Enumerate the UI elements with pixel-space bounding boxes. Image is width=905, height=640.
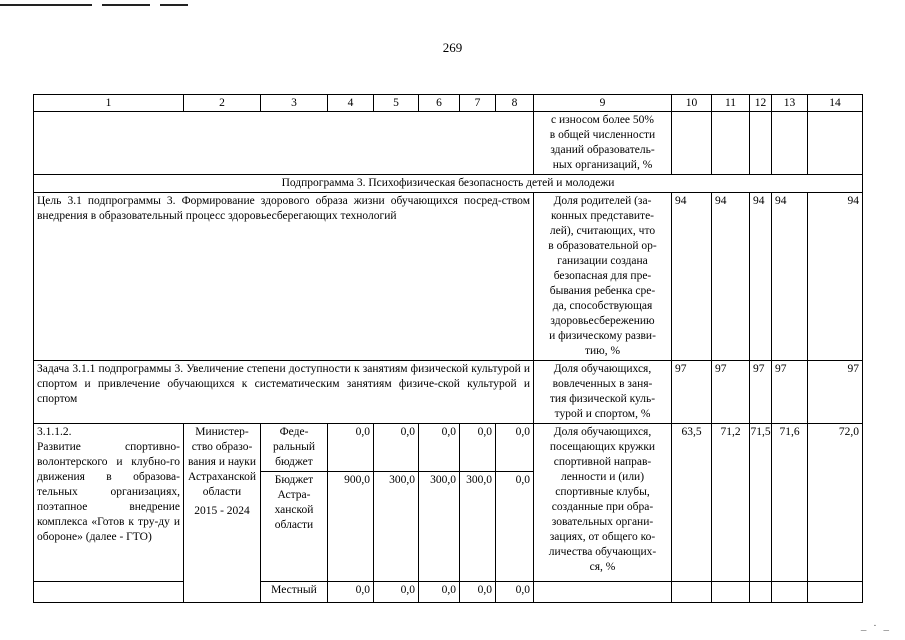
empty-cell xyxy=(672,582,712,603)
activity-executor: Министер- ство образо- вания и науки Астраханской области xyxy=(187,426,257,498)
funding-source: Бюджет Астра- ханской области xyxy=(261,472,328,582)
empty-cell xyxy=(34,112,534,175)
header-cell: 10 xyxy=(672,95,712,112)
activity-cell xyxy=(34,424,184,582)
value-cell: 94 xyxy=(808,193,863,361)
funding-value: 0,0 xyxy=(328,424,374,472)
activity-row-federal xyxy=(34,424,863,472)
empty-cell xyxy=(772,582,808,603)
header-cell: 1 xyxy=(34,95,184,112)
header-cell: 3 xyxy=(261,95,328,112)
funding-value: 0,0 xyxy=(496,472,534,582)
value-cell: 94 xyxy=(712,193,750,361)
indicator-value: 71,5 xyxy=(750,424,772,582)
value-cell: 97 xyxy=(712,361,750,424)
value-cell: 97 xyxy=(672,361,712,424)
page-number: 269 xyxy=(442,40,463,55)
scan-artifact xyxy=(102,4,150,6)
value-cell xyxy=(808,112,863,175)
goal-text: Цель 3.1 подпрограммы 3. Формирование здорового образа жизни обучающихся посред-ством внедрения в образовательный процесс здоровьесберегающих технологий xyxy=(34,193,534,361)
value-cell xyxy=(672,112,712,175)
header-row xyxy=(34,95,863,112)
scan-artifact: _ · _ xyxy=(860,620,891,632)
subprogram-row xyxy=(34,175,863,193)
empty-cell xyxy=(534,582,672,603)
funding-value: 300,0 xyxy=(460,472,496,582)
value-cell: 94 xyxy=(672,193,712,361)
funding-value: 900,0 xyxy=(328,472,374,582)
header-cell: 13 xyxy=(772,95,808,112)
value-cell: 97 xyxy=(808,361,863,424)
subprogram-title: Подпрограмма 3. Психофизическая безопасность детей и молодежи xyxy=(34,175,863,193)
header-cell: 4 xyxy=(328,95,374,112)
funding-value: 0,0 xyxy=(460,582,496,603)
funding-value: 0,0 xyxy=(419,582,460,603)
indicator-value: 71,6 xyxy=(772,424,808,582)
funding-value: 300,0 xyxy=(374,472,419,582)
funding-source: Феде- ральный бюджет xyxy=(261,424,328,472)
activity-row-local xyxy=(34,582,863,603)
activity-name: Развитие спортивно-волонтерского и клубно-го движения в образова-тельных организациях, поэтапное внедрение комплекса «Готов к тру-ду и обороне» (далее - ГТО) xyxy=(37,441,180,543)
funding-value: 0,0 xyxy=(460,424,496,472)
indicator-value: 71,2 xyxy=(712,424,750,582)
executor-cell xyxy=(184,424,261,603)
value-cell xyxy=(750,112,772,175)
header-cell: 7 xyxy=(460,95,496,112)
scan-artifact xyxy=(0,4,92,6)
funding-value: 0,0 xyxy=(496,582,534,603)
header-cell: 6 xyxy=(419,95,460,112)
program-table xyxy=(33,94,863,603)
task-row xyxy=(34,361,863,424)
funding-value: 0,0 xyxy=(328,582,374,603)
activity-indicator: Доля обучающихся, посещающих кружки спортивной направ- ленности и (или) спортивные клубы, созданные при обра- зовательных органи- зациях, от общего ко- личества обучающих- ся, % xyxy=(534,424,672,582)
funding-value: 300,0 xyxy=(419,472,460,582)
activity-period: 2015 - 2024 xyxy=(194,505,250,517)
indicator-value: 72,0 xyxy=(808,424,863,582)
indicator-value: 63,5 xyxy=(672,424,712,582)
value-cell: 94 xyxy=(750,193,772,361)
funding-value: 0,0 xyxy=(496,424,534,472)
header-cell: 5 xyxy=(374,95,419,112)
value-cell: 97 xyxy=(750,361,772,424)
header-cell: 14 xyxy=(808,95,863,112)
task-text: Задача 3.1.1 подпрограммы 3. Увеличение степени доступности к занятиям физической культурой и спортом и привлечение обучающихся к систематическим занятиям физиче-ской культурой и спортом xyxy=(34,361,534,424)
value-cell xyxy=(772,112,808,175)
scan-artifact xyxy=(160,4,188,6)
activity-code: 3.1.1.2. xyxy=(37,426,72,438)
funding-value: 0,0 xyxy=(374,424,419,472)
empty-cell xyxy=(34,582,184,603)
header-cell: 2 xyxy=(184,95,261,112)
goal-row xyxy=(34,193,863,361)
funding-value: 0,0 xyxy=(374,582,419,603)
empty-cell xyxy=(750,582,772,603)
empty-cell xyxy=(712,582,750,603)
task-indicator: Доля обучающихся, вовлеченных в заня- тия физической куль- турой и спортом, % xyxy=(534,361,672,424)
value-cell xyxy=(712,112,750,175)
header-cell: 11 xyxy=(712,95,750,112)
value-cell: 94 xyxy=(772,193,808,361)
funding-value: 0,0 xyxy=(419,424,460,472)
value-cell: 97 xyxy=(772,361,808,424)
indicator-cell: с износом более 50% в общей численности зданий образователь- ных организаций, % xyxy=(534,112,672,175)
funding-source: Местный xyxy=(261,582,328,603)
continued-row xyxy=(34,112,863,175)
header-cell: 9 xyxy=(534,95,672,112)
goal-indicator: Доля родителей (за- конных представите- лей), считающих, что в образовательной ор- ганизации создана безопасная для пре- бывания ребенка сре- да, способствующая здоровьесбережению и физическому разви- тию, % xyxy=(534,193,672,361)
empty-cell xyxy=(808,582,863,603)
header-cell: 8 xyxy=(496,95,534,112)
header-cell: 12 xyxy=(750,95,772,112)
